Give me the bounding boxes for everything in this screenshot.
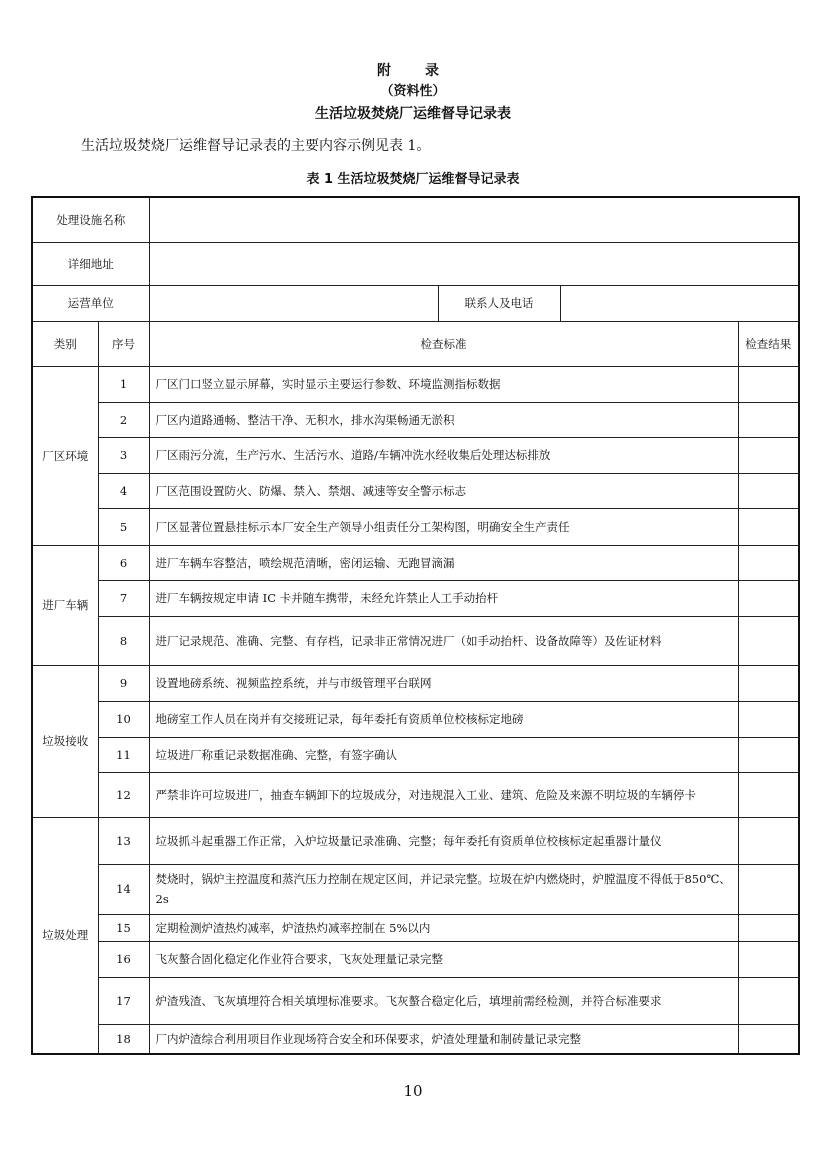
item-no: 12 [98, 772, 149, 817]
table-row [32, 772, 799, 817]
item-no: 1 [98, 366, 149, 402]
table-row [32, 545, 799, 580]
item-standard: 进厂车辆按规定申请 IC 卡并随车携带，未经允许禁止人工手动抬杆 [149, 580, 738, 616]
item-standard: 厂区范围设置防火、防爆、禁入、禁烟、减速等安全警示标志 [149, 473, 738, 508]
item-standard: 垃圾进厂称重记录数据准确、完整，有签字确认 [149, 737, 738, 772]
table-caption: 表 1 生活垃圾焚烧厂运维督导记录表 [306, 172, 520, 187]
table-row [32, 977, 799, 1024]
item-standard: 进厂车辆车容整洁，喷绘规范清晰，密闭运输、无跑冒滴漏 [149, 545, 738, 580]
table-row [32, 1024, 799, 1054]
item-standard: 厂区内道路通畅、整洁干净、无积水，排水沟渠畅通无淤积 [149, 402, 738, 437]
contact-value[interactable] [560, 285, 799, 321]
operator-row [32, 285, 799, 321]
result-cell[interactable] [738, 616, 799, 665]
item-standard: 厂区雨污分流，生产污水、生活污水、道路/车辆冲洗水经收集后处理达标排放 [149, 437, 738, 473]
appendix-title: 生活垃圾焚烧厂运维督导记录表 [315, 106, 511, 122]
table-row [32, 737, 799, 772]
item-no: 6 [98, 545, 149, 580]
result-cell[interactable] [738, 437, 799, 473]
category-cell: 垃圾接收 [32, 665, 98, 817]
address-row [32, 242, 799, 285]
column-header-row [32, 321, 799, 366]
table-row [32, 402, 799, 437]
appendix-heading: 附 录 [377, 63, 449, 79]
item-no: 5 [98, 508, 149, 545]
item-no: 8 [98, 616, 149, 665]
result-cell[interactable] [738, 817, 799, 864]
item-no: 17 [98, 977, 149, 1024]
table-row [32, 665, 799, 701]
facility-label: 处理设施名称 [32, 197, 149, 242]
item-standard: 严禁非许可垃圾进厂，抽查车辆卸下的垃圾成分，对违规混入工业、建筑、危险及来源不明垃圾的车辆停卡 [149, 772, 738, 817]
result-header: 检查结果 [738, 321, 799, 366]
item-no: 18 [98, 1024, 149, 1054]
item-no: 10 [98, 701, 149, 737]
table-row [32, 914, 799, 941]
item-standard: 垃圾抓斗起重器工作正常，入炉垃圾量记录准确、完整；每年委托有资质单位校核标定起重器计量仪 [149, 817, 738, 864]
no-header: 序号 [98, 321, 149, 366]
item-no: 3 [98, 437, 149, 473]
category-cell: 垃圾处理 [32, 817, 98, 1054]
item-no: 4 [98, 473, 149, 508]
item-standard: 设置地磅系统、视频监控系统，并与市级管理平台联网 [149, 665, 738, 701]
result-cell[interactable] [738, 665, 799, 701]
operator-value[interactable] [149, 285, 438, 321]
table-row [32, 701, 799, 737]
result-cell[interactable] [738, 366, 799, 402]
result-cell[interactable] [738, 772, 799, 817]
table-row [32, 817, 799, 864]
standard-header: 检查标准 [149, 321, 738, 366]
category-cell: 厂区环境 [32, 366, 98, 545]
item-standard: 厂区显著位置悬挂标示本厂安全生产领导小组责任分工架构图，明确安全生产责任 [149, 508, 738, 545]
item-no: 14 [98, 864, 149, 914]
address-label: 详细地址 [32, 242, 149, 285]
result-cell[interactable] [738, 580, 799, 616]
result-cell[interactable] [738, 545, 799, 580]
appendix-type: （资料性） [380, 84, 446, 99]
result-cell[interactable] [738, 402, 799, 437]
item-standard: 焚烧时，锅炉主控温度和蒸汽压力控制在规定区间，并记录完整。垃圾在炉内燃烧时，炉膛温度不得低于850℃、2s [149, 864, 738, 914]
item-standard: 地磅室工作人员在岗并有交接班记录，每年委托有资质单位校核标定地磅 [149, 701, 738, 737]
result-cell[interactable] [738, 508, 799, 545]
table-row [32, 864, 799, 914]
item-standard: 炉渣残渣、飞灰填埋符合相关填埋标准要求。飞灰螯合稳定化后，填埋前需经检测，并符合标准要求 [149, 977, 738, 1024]
facility-value[interactable] [149, 197, 799, 242]
item-no: 2 [98, 402, 149, 437]
address-value[interactable] [149, 242, 799, 285]
category-cell: 进厂车辆 [32, 545, 98, 665]
result-cell[interactable] [738, 473, 799, 508]
result-cell[interactable] [738, 864, 799, 914]
table-row [32, 580, 799, 616]
result-cell[interactable] [738, 977, 799, 1024]
operator-label: 运营单位 [32, 285, 149, 321]
item-no: 13 [98, 817, 149, 864]
result-cell[interactable] [738, 701, 799, 737]
result-cell[interactable] [738, 737, 799, 772]
category-header: 类别 [32, 321, 98, 366]
item-no: 16 [98, 941, 149, 977]
result-cell[interactable] [738, 941, 799, 977]
facility-row [32, 197, 799, 242]
result-cell[interactable] [738, 1024, 799, 1054]
item-standard: 厂内炉渣综合利用项目作业现场符合安全和环保要求，炉渣处理量和制砖量记录完整 [149, 1024, 738, 1054]
table-row [32, 616, 799, 665]
intro-paragraph: 生活垃圾焚烧厂运维督导记录表的主要内容示例见表 1。 [81, 138, 431, 154]
item-no: 9 [98, 665, 149, 701]
result-cell[interactable] [738, 914, 799, 941]
table-row [32, 366, 799, 402]
item-standard: 飞灰螯合固化稳定化作业符合要求，飞灰处理量记录完整 [149, 941, 738, 977]
item-standard: 定期检测炉渣热灼减率，炉渣热灼减率控制在 5%以内 [149, 914, 738, 941]
page-number: 10 [403, 1082, 423, 1100]
table-row [32, 473, 799, 508]
record-table [31, 196, 800, 1055]
item-no: 11 [98, 737, 149, 772]
contact-label: 联系人及电话 [438, 285, 560, 321]
table-row [32, 437, 799, 473]
table-row [32, 941, 799, 977]
item-standard: 进厂记录规范、准确、完整、有存档，记录非正常情况进厂（如手动抬杆、设备故障等）及佐证材料 [149, 616, 738, 665]
item-no: 15 [98, 914, 149, 941]
table-row [32, 508, 799, 545]
item-standard: 厂区门口竖立显示屏幕，实时显示主要运行参数、环境监测指标数据 [149, 366, 738, 402]
item-no: 7 [98, 580, 149, 616]
